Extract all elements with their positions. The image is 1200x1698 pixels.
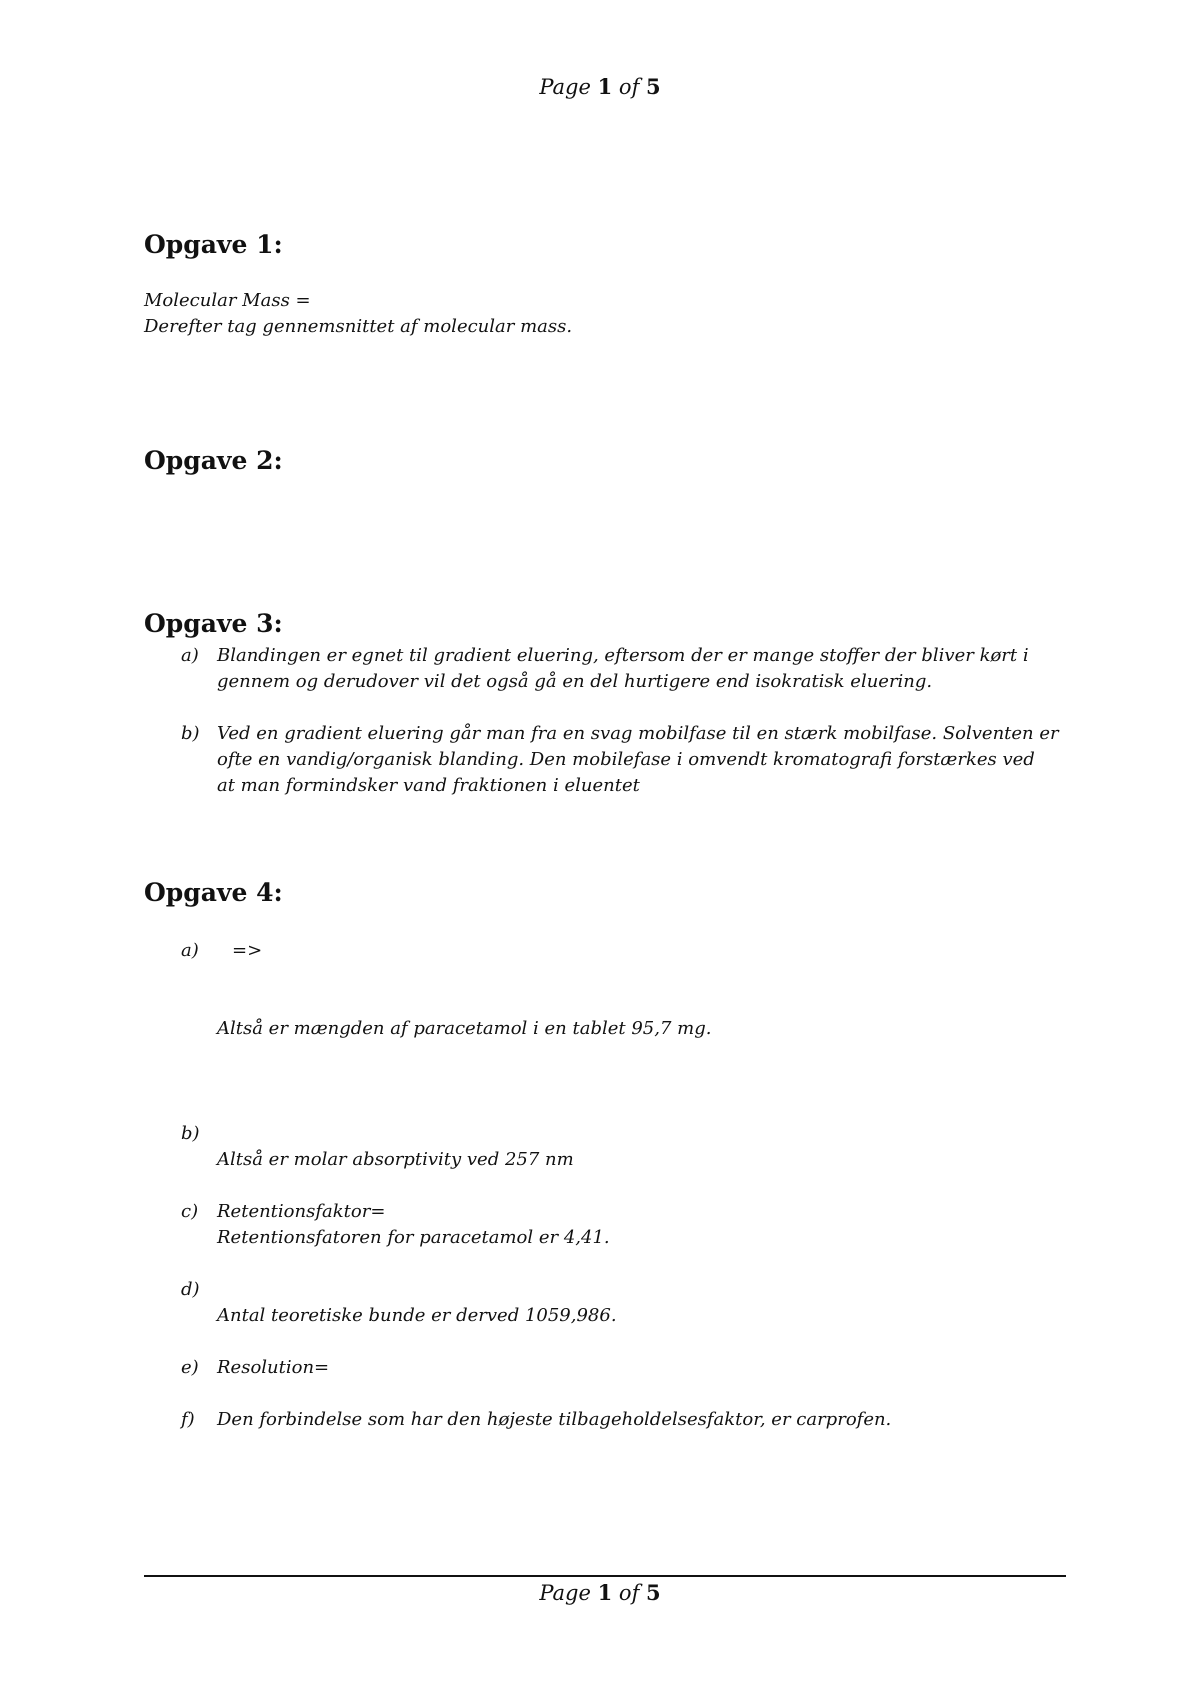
header-page-total: 5 xyxy=(646,74,661,99)
opgave1-line-2: Derefter tag gennemsnittet af molecular mass. xyxy=(144,316,573,337)
footer-page-of: of xyxy=(618,1581,640,1605)
opgave3-item-a-line-1: Blandingen er egnet til gradient eluering, eftersom der er mange stoffer der bliver kørt i xyxy=(217,645,1029,666)
footer-page-word: Page xyxy=(539,1581,591,1605)
opgave4-item-e-line-1: Resolution= xyxy=(217,1357,330,1378)
opgave4-heading: Opgave 4: xyxy=(144,878,283,907)
opgave1-line-1: Molecular Mass = xyxy=(144,290,311,311)
header-page-word: Page xyxy=(539,75,591,99)
opgave3-item-b-line-3: at man formindsker vand fraktionen i eluentet xyxy=(217,775,640,796)
opgave4-item-a-result: Altså er mængden af paracetamol i en tablet 95,7 mg. xyxy=(217,1018,712,1039)
opgave4-item-b-line-1: Altså er molar absorptivity ved 257 nm xyxy=(217,1149,574,1170)
opgave4-item-d-marker: d) xyxy=(181,1279,200,1300)
opgave4-item-f-line-1: Den forbindelse som har den højeste tilbageholdelsesfaktor, er carprofen. xyxy=(217,1409,892,1430)
footer-page-current: 1 xyxy=(597,1580,613,1605)
footer-page-indicator xyxy=(0,1580,1200,1605)
footer-page-total: 5 xyxy=(646,1580,661,1605)
opgave3-item-b-marker: b) xyxy=(181,723,200,744)
opgave3-item-a-line-2: gennem og derudover vil det også gå en del hurtigere end isokratisk eluering. xyxy=(217,671,933,692)
opgave1-heading: Opgave 1: xyxy=(144,230,283,259)
opgave3-item-a-marker: a) xyxy=(181,645,199,666)
opgave4-item-c-line-2: Retentionsfatoren for paracetamol er 4,41. xyxy=(217,1227,610,1248)
opgave4-item-c-line-1: Retentionsfaktor= xyxy=(217,1201,386,1222)
opgave4-item-f-marker: f) xyxy=(181,1409,195,1430)
header-page-current: 1 xyxy=(597,74,613,99)
opgave4-item-a-arrow: => xyxy=(232,940,263,961)
opgave2-heading: Opgave 2: xyxy=(144,446,283,475)
opgave4-item-e-marker: e) xyxy=(181,1357,199,1378)
opgave4-item-b-marker: b) xyxy=(181,1123,200,1144)
opgave3-item-b-line-2: ofte en vandig/organisk blanding. Den mobilefase i omvendt kromatografi forstærkes ved xyxy=(217,749,1035,770)
opgave3-item-b-line-1: Ved en gradient eluering går man fra en svag mobilfase til en stærk mobilfase. Solventen er xyxy=(217,723,1059,744)
opgave3-heading: Opgave 3: xyxy=(144,609,283,638)
opgave4-item-a-marker: a) xyxy=(181,940,199,961)
opgave4-item-c-marker: c) xyxy=(181,1201,199,1222)
opgave4-item-d-line-1: Antal teoretiske bunde er derved 1059,986. xyxy=(217,1305,617,1326)
header-page-of: of xyxy=(618,75,640,99)
header-page-indicator xyxy=(0,74,1200,99)
footer-divider xyxy=(144,1575,1066,1577)
